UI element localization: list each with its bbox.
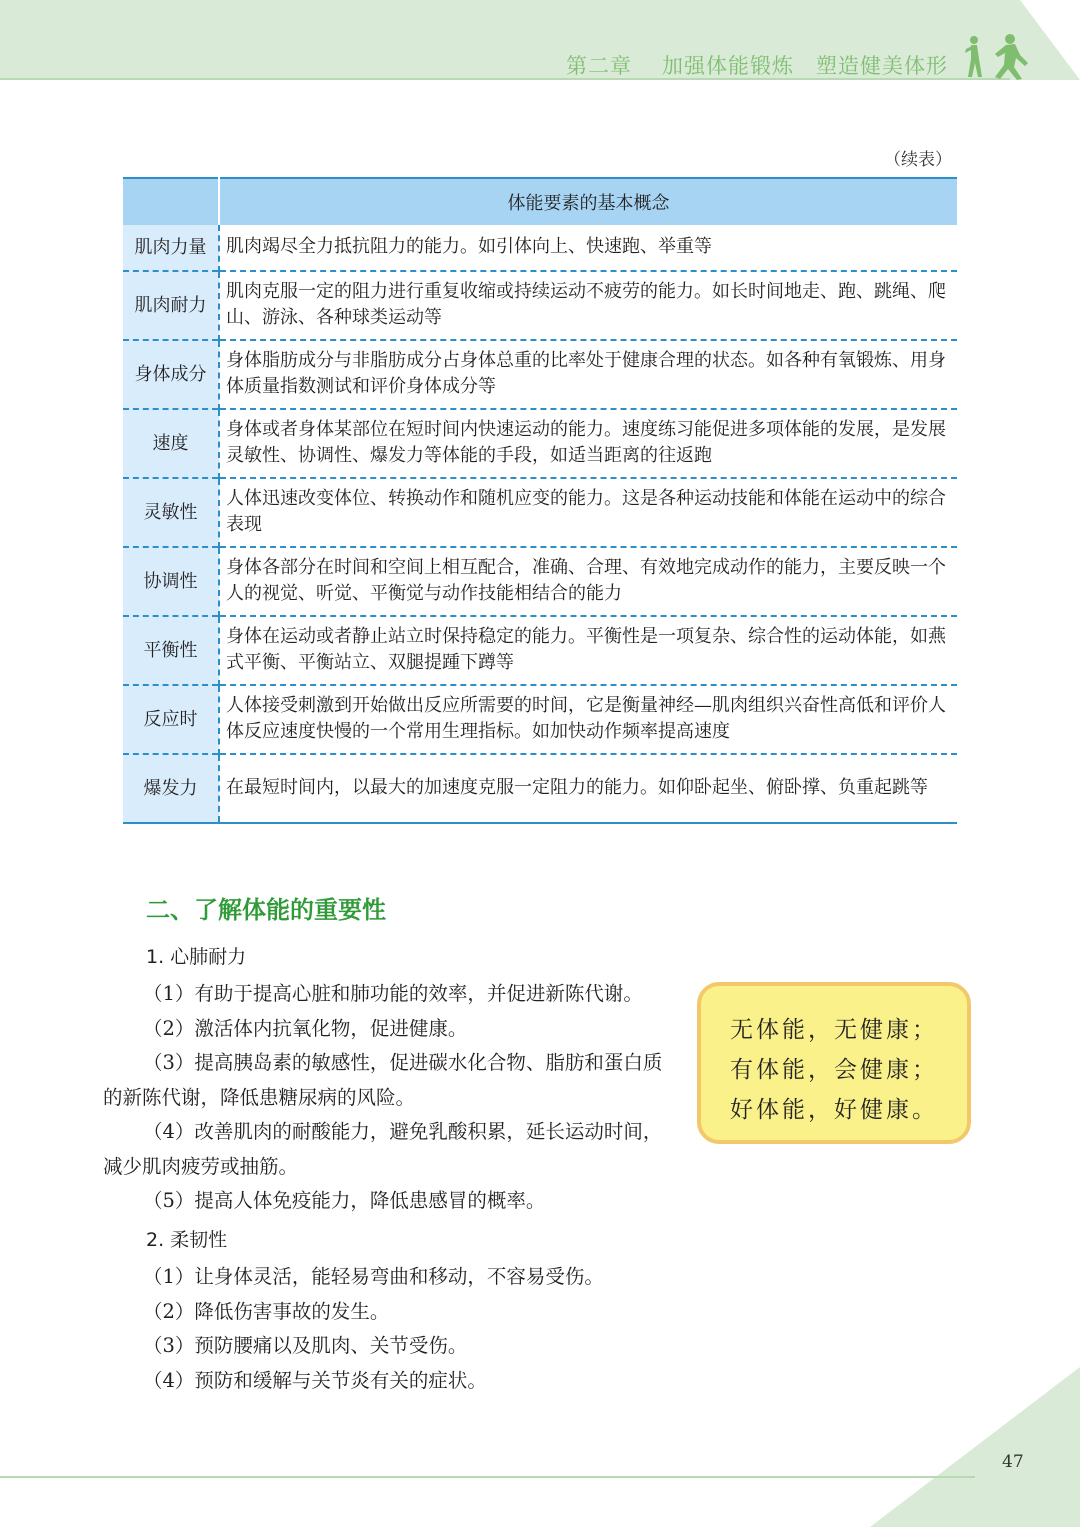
list-item: （3）预防腰痛以及肌肉、关节受伤。 bbox=[143, 1334, 468, 1357]
footer-corner bbox=[870, 1367, 1080, 1527]
element-description: 身体各部分在时间和空间上相互配合，准确、合理、有效地完成动作的能力，主要反映一个人的视觉、听觉、平衡觉与动作技能相结合的能力 bbox=[219, 547, 957, 616]
section-heading: 二、了解体能的重要性 bbox=[146, 896, 386, 924]
table-header: 体能要素的基本概念 bbox=[219, 178, 957, 225]
element-description: 在最短时间内，以最大的加速度克服一定阻力的能力。如仰卧起坐、俯卧撑、负重起跳等 bbox=[219, 754, 957, 823]
table-row bbox=[123, 409, 957, 478]
element-description: 人体接受刺激到开始做出反应所需要的时间，它是衡量神经—肌肉组织兴奋性高低和评价人体反应速度快慢的一个常用生理指标。如加快动作频率提高速度 bbox=[219, 685, 957, 754]
subheading-cardio: 1. 心肺耐力 bbox=[146, 946, 247, 968]
chapter-title: 加强体能锻炼 塑造健美体形 bbox=[662, 54, 948, 78]
list-item: （5）提高人体免疫能力，降低患感冒的概率。 bbox=[143, 1189, 546, 1212]
footer-divider bbox=[0, 1476, 975, 1478]
element-name: 肌肉力量 bbox=[123, 225, 219, 271]
list-item: （2）降低伤害事故的发生。 bbox=[143, 1299, 390, 1323]
subheading-flexibility: 2. 柔韧性 bbox=[146, 1229, 228, 1251]
fitness-concepts-table bbox=[123, 177, 957, 824]
motto-line: 无体能，无健康； bbox=[730, 1017, 938, 1043]
element-description: 身体脂肪成分与非脂肪成分占身体总重的比率处于健康合理的状态。如各种有氧锻炼、用身体质量指数测试和评价身体成分等 bbox=[219, 340, 957, 409]
table-row bbox=[123, 616, 957, 685]
element-name: 肌肉耐力 bbox=[123, 271, 219, 340]
element-description: 身体或者身体某部位在短时间内快速运动的能力。速度练习能促进多项体能的发展，是发展灵敏性、协调性、爆发力等体能的手段，如适当距离的往返跑 bbox=[219, 409, 957, 478]
flexibility-list bbox=[103, 1260, 678, 1398]
athletes-icon bbox=[962, 33, 1032, 81]
cardio-list bbox=[103, 977, 678, 1219]
element-description: 身体在运动或者静止站立时保持稳定的能力。平衡性是一项复杂、综合性的运动体能，如燕式平衡、平衡站立、双腿提踵下蹲等 bbox=[219, 616, 957, 685]
table-row bbox=[123, 547, 957, 616]
table-row bbox=[123, 685, 957, 754]
list-item: （1）有助于提高心脏和肺功能的效率，并促进新陈代谢。 bbox=[143, 982, 643, 1005]
element-name: 灵敏性 bbox=[123, 478, 219, 547]
table-header-row bbox=[123, 178, 957, 225]
element-description: 肌肉竭尽全力抵抗阻力的能力。如引体向上、快速跑、举重等 bbox=[226, 236, 712, 257]
chapter-label: 第二章 bbox=[566, 54, 632, 78]
element-name: 速度 bbox=[123, 409, 219, 478]
list-item: （1）让身体灵活，能轻易弯曲和移动，不容易受伤。 bbox=[143, 1265, 604, 1288]
table-row bbox=[123, 478, 957, 547]
table-row bbox=[123, 754, 957, 823]
list-item: （2）激活体内抗氧化物，促进健康。 bbox=[143, 1016, 468, 1040]
list-item: （3）提高胰岛素的敏感性，促进碳水化合物、脂肪和蛋白质的新陈代谢，降低患糖尿病的风险。 bbox=[103, 1051, 663, 1109]
element-name: 身体成分 bbox=[123, 340, 219, 409]
motto-line: 好体能，好健康。 bbox=[730, 1097, 938, 1123]
continued-label: （续表） bbox=[884, 150, 952, 170]
table-corner-cell bbox=[123, 178, 219, 225]
list-item: （4）改善肌肉的耐酸能力，避免乳酸积累，延长运动时间，减少肌肉疲劳或抽筋。 bbox=[103, 1120, 663, 1178]
motto-line: 有体能，会健康； bbox=[730, 1057, 938, 1083]
element-name: 平衡性 bbox=[123, 616, 219, 685]
page-number: 47 bbox=[1002, 1452, 1024, 1472]
table-row bbox=[123, 271, 957, 340]
table-row bbox=[123, 340, 957, 409]
list-item: （4）预防和缓解与关节炎有关的症状。 bbox=[143, 1368, 487, 1392]
element-description: 人体迅速改变体位、转换动作和随机应变的能力。这是各种运动技能和体能在运动中的综合表现 bbox=[219, 478, 957, 547]
motto-box bbox=[697, 982, 971, 1144]
element-description: 肌肉克服一定的阻力进行重复收缩或持续运动不疲劳的能力。如长时间地走、跑、跳绳、爬山、游泳、各种球类运动等 bbox=[219, 271, 957, 340]
running-header bbox=[566, 50, 948, 80]
table-row bbox=[123, 225, 957, 271]
element-name: 爆发力 bbox=[123, 754, 219, 823]
element-name: 反应时 bbox=[123, 685, 219, 754]
element-name: 协调性 bbox=[123, 547, 219, 616]
